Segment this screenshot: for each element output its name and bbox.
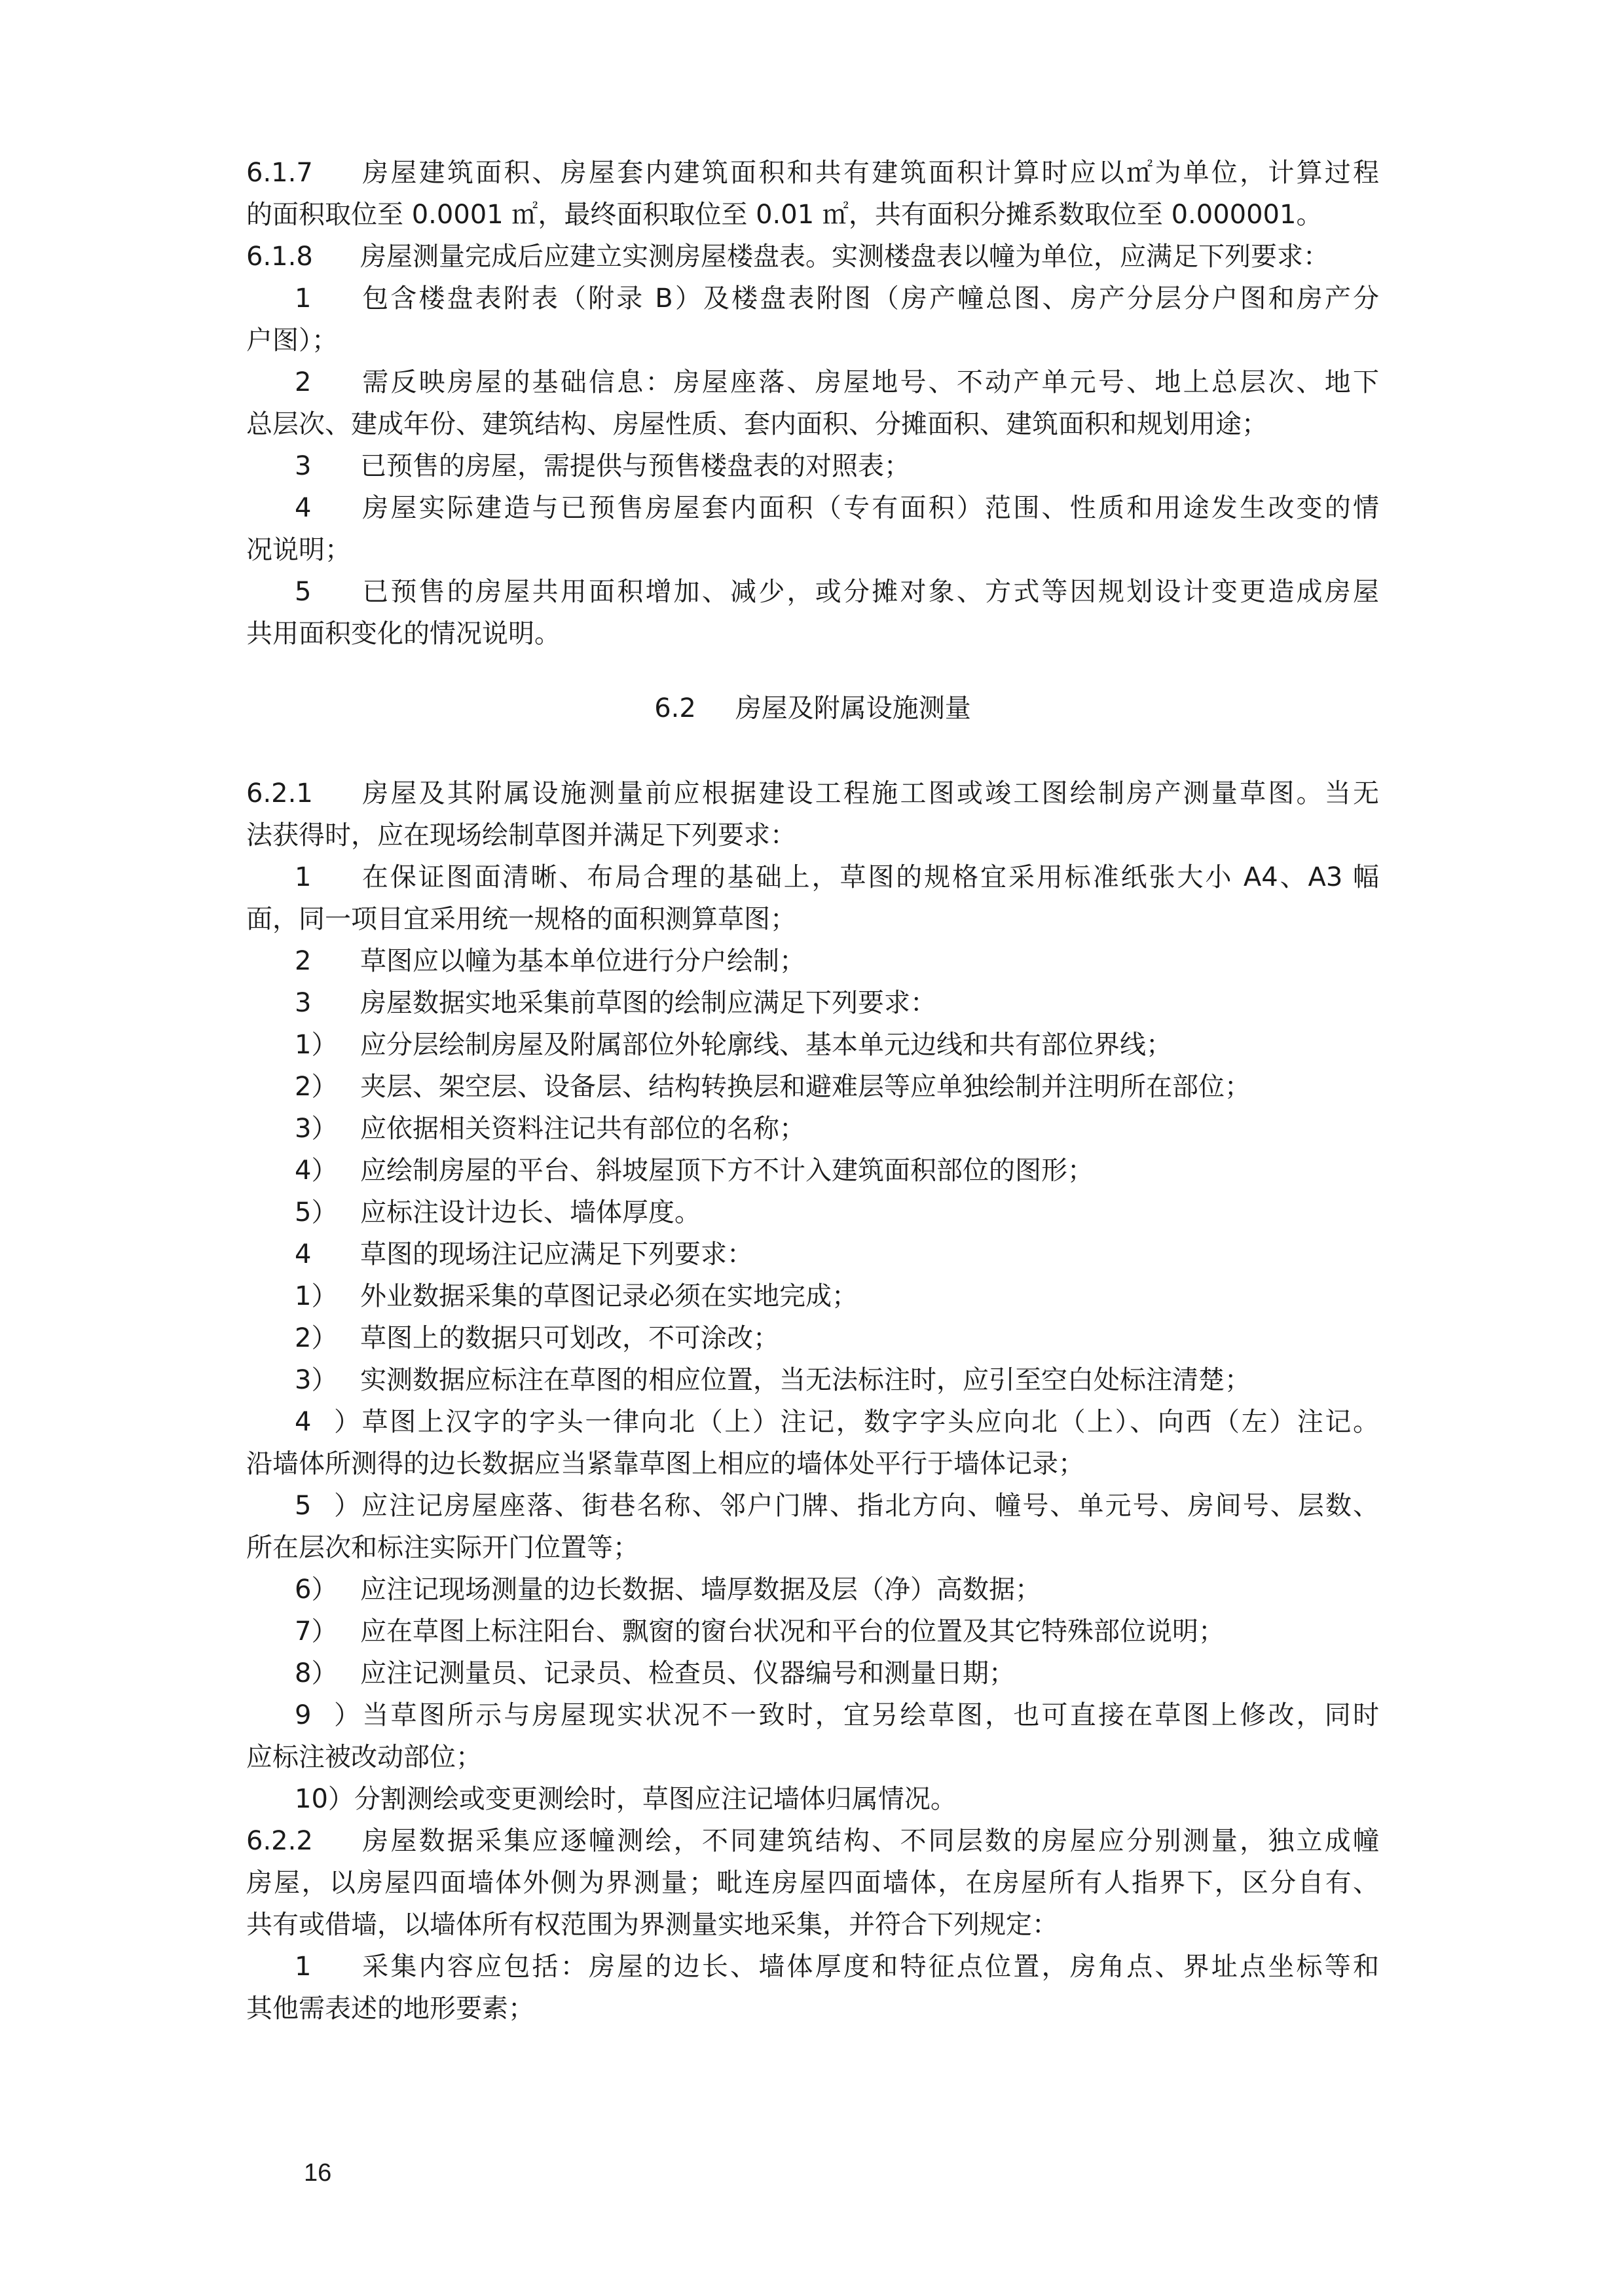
section-title: 房屋及附属设施测量 (735, 693, 971, 723)
item-text: 在保证图面清晰、布局合理的基础上，草图的规格宜采用标准纸张大小 A4、A3 幅 (360, 862, 1379, 892)
sub-item-text: 草图上的数据只可划改，不可涂改； (360, 1323, 779, 1353)
sub-item-number: 5） (295, 1197, 338, 1228)
sub-item-4-4-line-1 (246, 1401, 1379, 1443)
sub-item-3-2 (246, 1066, 1379, 1108)
item-text: 已预售的房屋共用面积增加、减少，或分摊对象、方式等因规划设计变更造成房屋 (360, 577, 1379, 607)
item-3-line-1 (246, 445, 1379, 487)
clause-number: 6.1.7 (246, 158, 313, 188)
sub-item-text: 应依据相关资料注记共有部位的名称； (360, 1114, 805, 1144)
sub-item-4-1 (246, 1275, 1379, 1317)
sub-item-text: 应在草图上标注阳台、飘窗的窗台状况和平台的位置及其它特殊部位说明； (360, 1616, 1225, 1647)
sub-item-number: 4） (295, 1407, 360, 1437)
sub-item-4-2 (246, 1317, 1379, 1359)
sub-item-text: 应注记现场测量的边长数据、墙厚数据及层（净）高数据； (360, 1575, 1041, 1605)
item-number: 2 (295, 946, 312, 976)
sub-item-3-5 (246, 1192, 1379, 1233)
sub-item-4-5-line-1 (246, 1485, 1379, 1527)
sub-item-number: 1） (295, 1281, 338, 1311)
sub-item-4-5-line-2: 所在层次和标注实际开门位置等； (246, 1533, 639, 1563)
clause-text: 房屋及其附属设施测量前应根据建设工程施工图或竣工图绘制房产测量草图。当无 (360, 778, 1379, 809)
sub-item-number: 3） (295, 1114, 338, 1144)
sub-item-4-4-line-2: 沿墙体所测得的边长数据应当紧靠草图上相应的墙体处平行于墙体记录； (246, 1449, 1084, 1479)
sub-item-3-4 (246, 1150, 1379, 1192)
sub-item-number: 1） (295, 1030, 338, 1060)
sub-item-4-9-line-2: 应标注被改动部位； (246, 1742, 482, 1772)
item-text: 房屋数据实地采集前草图的绘制应满足下列要求： (360, 988, 936, 1018)
sub-item-4-3 (246, 1359, 1379, 1401)
clause-6-2-2-line-2: 房屋，以房屋四面墙体外侧为界测量；毗连房屋四面墙体，在房屋所有人指界下，区分自有、 (246, 1868, 1379, 1898)
clause-number: 6.1.8 (246, 242, 313, 272)
sub-item-number: 3） (295, 1365, 338, 1395)
item-number: 1 (295, 862, 312, 892)
sub-item-text: 外业数据采集的草图记录必须在实地完成； (360, 1281, 858, 1311)
clause-6-1-7-line-2: 的面积取位至 0.0001 ㎡，最终面积取位至 0.01 ㎡，共有面积分摊系数取位至 0.000001。 (246, 200, 1323, 230)
item-text: 草图的现场注记应满足下列要求： (360, 1239, 753, 1269)
item-1-line-2: 面，同一项目宜采用统一规格的面积测算草图； (246, 904, 796, 934)
item-number: 4 (295, 493, 312, 523)
item-1-line-1 (246, 278, 1379, 319)
item-4-line-1 (246, 487, 1379, 529)
item-number: 1 (295, 283, 312, 314)
sub-item-number: 2） (295, 1323, 338, 1353)
clause-6-1-8-line-1 (246, 236, 1379, 278)
sub-item-text: 应注记房屋座落、街巷名称、邻户门牌、指北方向、幢号、单元号、房间号、层数、 (360, 1491, 1379, 1521)
item-4-line-1 (246, 1233, 1379, 1275)
sub-item-4-8 (246, 1652, 1379, 1694)
item-number: 3 (295, 451, 312, 481)
clause-6-1-7-line-1 (246, 152, 1379, 194)
sub-item-number: 8） (295, 1658, 338, 1688)
clause-text: 房屋测量完成后应建立实测房屋楼盘表。实测楼盘表以幢为单位，应满足下列要求： (360, 242, 1329, 272)
clause-6-2-2-line-3: 共有或借墙，以墙体所有权范围为界测量实地采集，并符合下列规定： (246, 1910, 1058, 1940)
sub-item-text: 应注记测量员、记录员、检查员、仪器编号和测量日期； (360, 1658, 1015, 1688)
item-1-line-2: 户图）； (246, 325, 338, 355)
item-4-line-2: 况说明； (246, 535, 351, 565)
item-2-line-1 (246, 361, 1379, 403)
sub-item-text: 应分层绘制房屋及附属部位外轮廓线、基本单元边线和共有部位界线； (360, 1030, 1172, 1060)
item-2-line-1 (246, 940, 1379, 982)
item-1-line-1 (246, 1946, 1379, 1988)
item-number: 3 (295, 988, 312, 1018)
item-1-line-2: 其他需表述的地形要素； (246, 1994, 534, 2024)
sub-item-number: 10） (295, 1784, 354, 1814)
sub-item-4-9-line-1 (246, 1694, 1379, 1736)
page-number: 16 (304, 2159, 332, 2187)
item-number: 4 (295, 1239, 312, 1269)
clause-text: 房屋数据采集应逐幢测绘，不同建筑结构、不同层数的房屋应分别测量，独立成幢 (360, 1826, 1379, 1856)
item-text: 需反映房屋的基础信息：房屋座落、房屋地号、不动产单元号、地上总层次、地下 (360, 367, 1379, 397)
clause-number: 6.2.2 (246, 1826, 313, 1856)
sub-item-3-3 (246, 1108, 1379, 1150)
item-5-line-1 (246, 571, 1379, 613)
document-body (246, 152, 1379, 2030)
item-text: 包含楼盘表附表（附录 B）及楼盘表附图（房产幢总图、房产分层分户图和房产分 (360, 283, 1379, 314)
section-heading (246, 687, 1379, 729)
item-text: 已预售的房屋，需提供与预售楼盘表的对照表； (360, 451, 910, 481)
item-5-line-2: 共用面积变化的情况说明。 (246, 619, 561, 649)
sub-item-number: 5） (295, 1491, 360, 1521)
item-number: 5 (295, 577, 312, 607)
sub-item-text: 当草图所示与房屋现实状况不一致时，宜另绘草图，也可直接在草图上修改，同时 (360, 1700, 1379, 1730)
clause-text: 房屋建筑面积、房屋套内建筑面积和共有建筑面积计算时应以㎡为单位，计算过程 (360, 158, 1379, 188)
sub-item-4-10 (246, 1778, 1379, 1820)
sub-item-number: 2） (295, 1072, 338, 1102)
item-text: 采集内容应包括：房屋的边长、墙体厚度和特征点位置，房角点、界址点坐标等和 (360, 1952, 1379, 1982)
sub-item-number: 9） (295, 1700, 360, 1730)
sub-item-3-1 (246, 1024, 1379, 1066)
clause-number: 6.2.1 (246, 778, 313, 809)
sub-item-number: 4） (295, 1156, 338, 1186)
item-number: 1 (295, 1952, 312, 1982)
sub-item-number: 6） (295, 1575, 338, 1605)
section-number: 6.2 (654, 693, 696, 723)
sub-item-4-7 (246, 1611, 1379, 1652)
sub-item-text: 实测数据应标注在草图的相应位置，当无法标注时，应引至空白处标注清楚； (360, 1365, 1251, 1395)
item-3-line-1 (246, 982, 1379, 1024)
item-text: 草图应以幢为基本单位进行分户绘制； (360, 946, 805, 976)
sub-item-text: 分割测绘或变更测绘时，草图应注记墙体归属情况。 (354, 1784, 957, 1814)
item-1-line-1 (246, 856, 1379, 898)
item-2-line-2: 总层次、建成年份、建筑结构、房屋性质、套内面积、分摊面积、建筑面积和规划用途； (246, 409, 1268, 439)
clause-6-2-1-line-1 (246, 773, 1379, 814)
sub-item-4-6 (246, 1569, 1379, 1611)
sub-item-text: 草图上汉字的字头一律向北（上）注记，数字字头应向北（上）、向西（左）注记。 (360, 1407, 1379, 1437)
clause-6-2-1-line-2: 法获得时，应在现场绘制草图并满足下列要求： (246, 820, 796, 850)
sub-item-text: 夹层、架空层、设备层、结构转换层和避难层等应单独绘制并注明所在部位； (360, 1072, 1251, 1102)
item-number: 2 (295, 367, 312, 397)
sub-item-text: 应标注设计边长、墙体厚度。 (360, 1197, 701, 1228)
sub-item-text: 应绘制房屋的平台、斜坡屋顶下方不计入建筑面积部位的图形； (360, 1156, 1094, 1186)
clause-6-2-2-line-1 (246, 1820, 1379, 1862)
item-text: 房屋实际建造与已预售房屋套内面积（专有面积）范围、性质和用途发生改变的情 (360, 493, 1379, 523)
sub-item-number: 7） (295, 1616, 338, 1647)
